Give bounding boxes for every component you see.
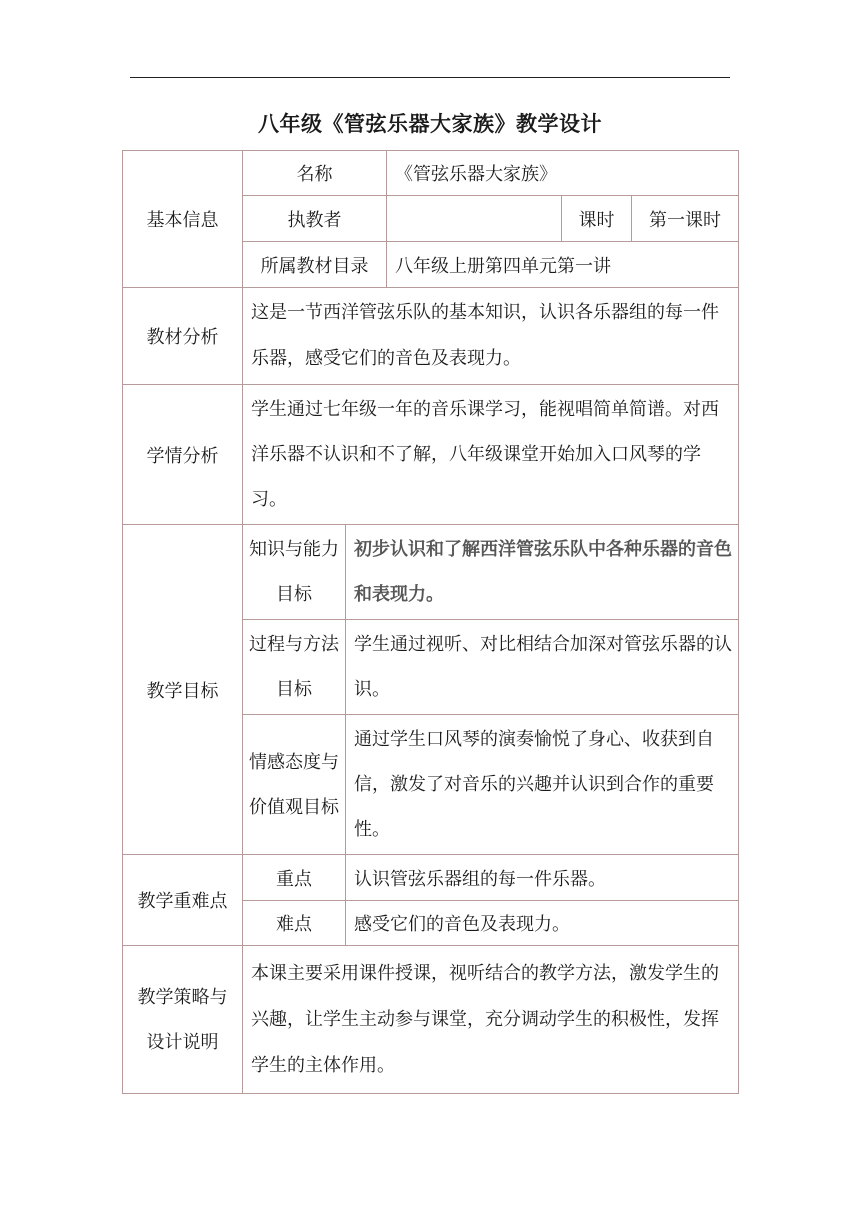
difficulty-label: 难点 [243, 901, 346, 946]
objective-emotion-label: 情感态度与价值观目标 [243, 715, 346, 855]
teacher-value [387, 196, 562, 242]
row-name [123, 151, 739, 196]
row-objective-knowledge [123, 525, 739, 620]
name-value: 《管弦乐器大家族》 [387, 151, 739, 196]
objectives-label: 教学目标 [123, 525, 243, 855]
catalog-value: 八年级上册第四单元第一讲 [387, 242, 739, 288]
row-strategy [123, 946, 739, 1094]
document-title: 八年级《管弦乐器大家族》教学设计 [258, 112, 602, 136]
lesson-plan-table [122, 150, 739, 1094]
basic-info-label: 基本信息 [123, 151, 243, 288]
period-value: 第一课时 [632, 196, 739, 242]
objective-knowledge-label: 知识与能力目标 [243, 525, 346, 620]
row-student-analysis [123, 385, 739, 525]
objective-process-text: 学生通过视听、对比相结合加深对管弦乐器的认识。 [346, 620, 739, 715]
objective-emotion-text: 通过学生口风琴的演奏愉悦了身心、收获到自信，激发了对音乐的兴趣并认识到合作的重要性。 [346, 715, 739, 855]
key-points-label: 教学重难点 [123, 855, 243, 946]
student-analysis-label: 学情分析 [123, 385, 243, 525]
row-material-analysis [123, 288, 739, 385]
focus-text: 认识管弦乐器组的每一件乐器。 [346, 855, 739, 901]
teacher-label: 执教者 [243, 196, 387, 242]
catalog-label: 所属教材目录 [243, 242, 387, 288]
objective-process-label: 过程与方法目标 [243, 620, 346, 715]
strategy-text: 本课主要采用课件授课，视听结合的教学方法，激发学生的兴趣，让学生主动参与课堂，充分调动学生的积极性，发挥学生的主体作用。 [243, 946, 739, 1094]
student-analysis-text: 学生通过七年级一年的音乐课学习，能视唱简单简谱。对西洋乐器不认识和不了解，八年级课堂开始加入口风琴的学习。 [243, 385, 739, 525]
objective-knowledge-text: 初步认识和了解西洋管弦乐队中各种乐器的音色和表现力。 [346, 525, 739, 620]
name-label: 名称 [243, 151, 387, 196]
difficulty-text: 感受它们的音色及表现力。 [346, 901, 739, 946]
strategy-label: 教学策略与设计说明 [123, 946, 243, 1094]
header-rule [130, 77, 730, 78]
material-analysis-text: 这是一节西洋管弦乐队的基本知识，认识各乐器组的每一件乐器，感受它们的音色及表现力。 [243, 288, 739, 385]
focus-label: 重点 [243, 855, 346, 901]
row-focus [123, 855, 739, 901]
material-analysis-label: 教材分析 [123, 288, 243, 385]
period-label: 课时 [562, 196, 632, 242]
